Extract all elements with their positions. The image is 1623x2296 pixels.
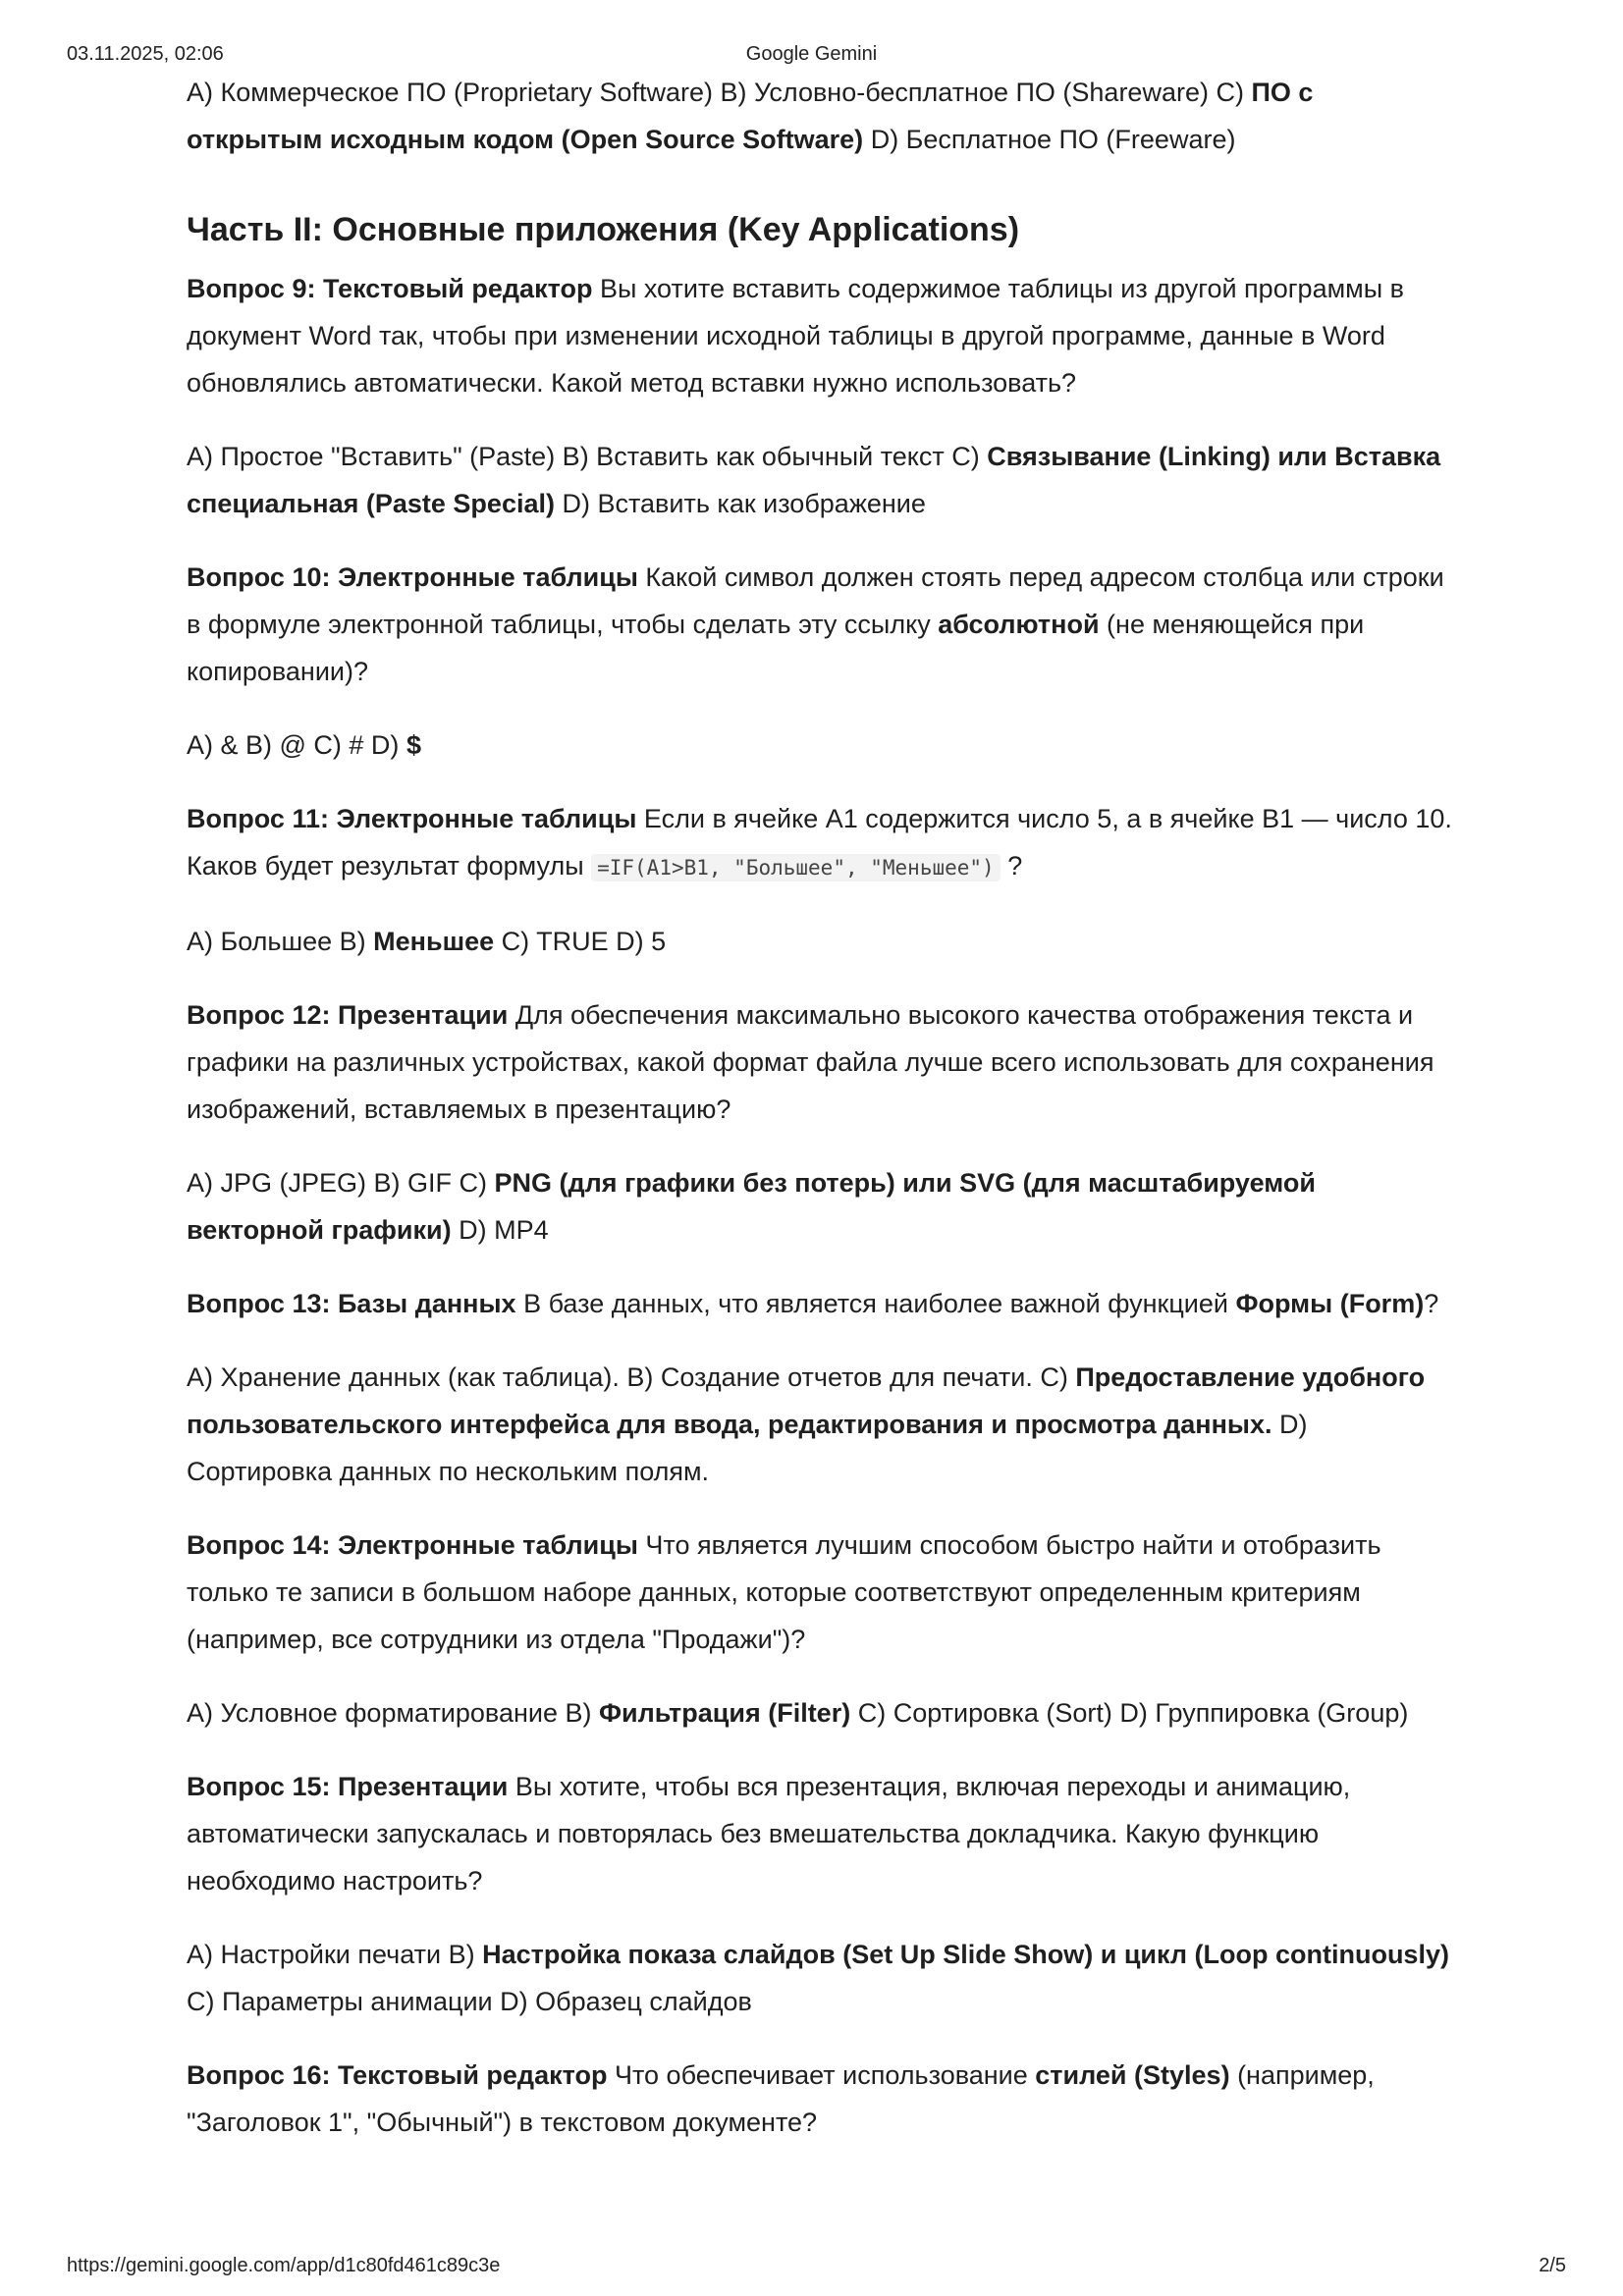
correct-answer: ПО с открытым исходным кодом (Open Source Software) xyxy=(187,78,1314,154)
correct-answer: $ xyxy=(406,730,421,760)
question-label: Вопрос 14: Электронные таблицы xyxy=(187,1530,638,1560)
question-13-answers: A) Хранение данных (как таблица). B) Создание отчетов для печати. C) Предоставление удобного пользовательского интерфейса для ввода, редактирования и просмотра данных. D) Сортировка данных по нескольким полям. xyxy=(187,1362,1426,1486)
question-10: Вопрос 10: Электронные таблицы Какой символ должен стоять перед адресом столбца или строки в формуле электронной таблицы, чтобы сделать эту ссылку абсолютной (не меняющейся при копировании)? xyxy=(187,562,1444,686)
question-label: Вопрос 16: Текстовый редактор xyxy=(187,2060,608,2090)
question-label: Вопрос 11: Электронные таблицы xyxy=(187,804,637,833)
question-label: Вопрос 15: Презентации xyxy=(187,1772,509,1801)
question-9-answers: A) Простое "Вставить" (Paste) B) Вставить как обычный текст C) Связывание (Linking) или Вставка специальная (Paste Special) D) Вставить как изображение xyxy=(187,442,1441,518)
correct-answer: PNG (для графики без потерь) или SVG (для масштабируемой векторной графики) xyxy=(187,1168,1316,1245)
question-14: Вопрос 14: Электронные таблицы Что является лучшим способом быстро найти и отобразить только те записи в большом наборе данных, которые соответствуют определенным критериям (например, все сотрудники из отдела "Продажи")? xyxy=(187,1530,1381,1654)
q8-answers: A) Коммерческое ПО (Proprietary Software) B) Условно-бесплатное ПО (Shareware) C) ПО с открытым исходным кодом (Open Source Software) D) Бесплатное ПО (Freeware) xyxy=(187,78,1314,154)
correct-answer: Предоставление удобного пользовательского интерфейса для ввода, редактирования и просмотра данных. xyxy=(187,1362,1426,1439)
print-page-title: Google Gemini xyxy=(745,43,878,65)
question-label: Вопрос 12: Презентации xyxy=(187,1000,509,1030)
question-9: Вопрос 9: Текстовый редактор Вы хотите вставить содержимое таблицы из другой программы в документ Word так, чтобы при изменении исходной таблицы в другой программе, данные в Word обновлялись автоматически. Какой метод вставки нужно использовать? xyxy=(187,274,1404,398)
print-datetime: 03.11.2025, 02:06 xyxy=(67,43,224,65)
question-12-answers: A) JPG (JPEG) B) GIF C) PNG (для графики без потерь) или SVG (для масштабируемой векторной графики) D) MP4 xyxy=(187,1168,1316,1245)
question-label: Вопрос 9: Текстовый редактор xyxy=(187,274,593,303)
correct-answer: Настройка показа слайдов (Set Up Slide Show) и цикл (Loop continuously) xyxy=(482,1940,1449,1969)
question-14-answers: A) Условное форматирование B) Фильтрация (Filter) C) Сортировка (Sort) D) Группировка (Group) xyxy=(187,1698,1409,1728)
question-15-answers: A) Настройки печати B) Настройка показа слайдов (Set Up Slide Show) и цикл (Loop continuously) C) Параметры анимации D) Образец слайдов xyxy=(187,1940,1449,2016)
question-11: Вопрос 11: Электронные таблицы Если в ячейке A1 содержится число 5, а в ячейке B1 — число 10. Каков будет результат формулы =IF(A1>B1, "Большее", "Меньшее") ? xyxy=(187,804,1452,881)
page-number: 2/5 xyxy=(1539,2255,1566,2276)
print-url: https://gemini.google.com/app/d1c80fd461c89c3e xyxy=(67,2255,501,2276)
question-12: Вопрос 12: Презентации Для обеспечения максимально высокого качества отображения текста и графики на различных устройствах, какой формат файла лучше всего использовать для сохранения изображений, вставляемых в презентацию? xyxy=(187,1000,1434,1124)
question-15: Вопрос 15: Презентации Вы хотите, чтобы вся презентация, включая переходы и анимацию, автоматически запускалась и повторялась без вмешательства докладчика. Какую функцию необходимо настроить? xyxy=(187,1772,1351,1896)
correct-answer: Фильтрация (Filter) xyxy=(599,1698,851,1728)
document-content xyxy=(187,69,1453,2172)
formula-code: =IF(A1>B1, "Большее", "Меньшее") xyxy=(591,854,1001,881)
question-11-answers: A) Большее B) Меньшее C) TRUE D) 5 xyxy=(187,927,667,956)
question-label: Вопрос 10: Электронные таблицы xyxy=(187,562,638,592)
correct-answer: Меньшее xyxy=(373,927,495,956)
section-title: Часть II: Основные приложения (Key Applications) xyxy=(187,211,1020,248)
question-label: Вопрос 13: Базы данных xyxy=(187,1289,516,1318)
question-13: Вопрос 13: Базы данных В базе данных, что является наиболее важной функцией Формы (Form)? xyxy=(187,1289,1439,1318)
question-10-answers: A) & B) @ C) # D) $ xyxy=(187,730,421,760)
question-16: Вопрос 16: Текстовый редактор Что обеспечивает использование стилей (Styles) (например, "Заголовок 1", "Обычный") в текстовом документе? xyxy=(187,2060,1375,2137)
correct-answer: Связывание (Linking) или Вставка специальная (Paste Special) xyxy=(187,442,1441,518)
